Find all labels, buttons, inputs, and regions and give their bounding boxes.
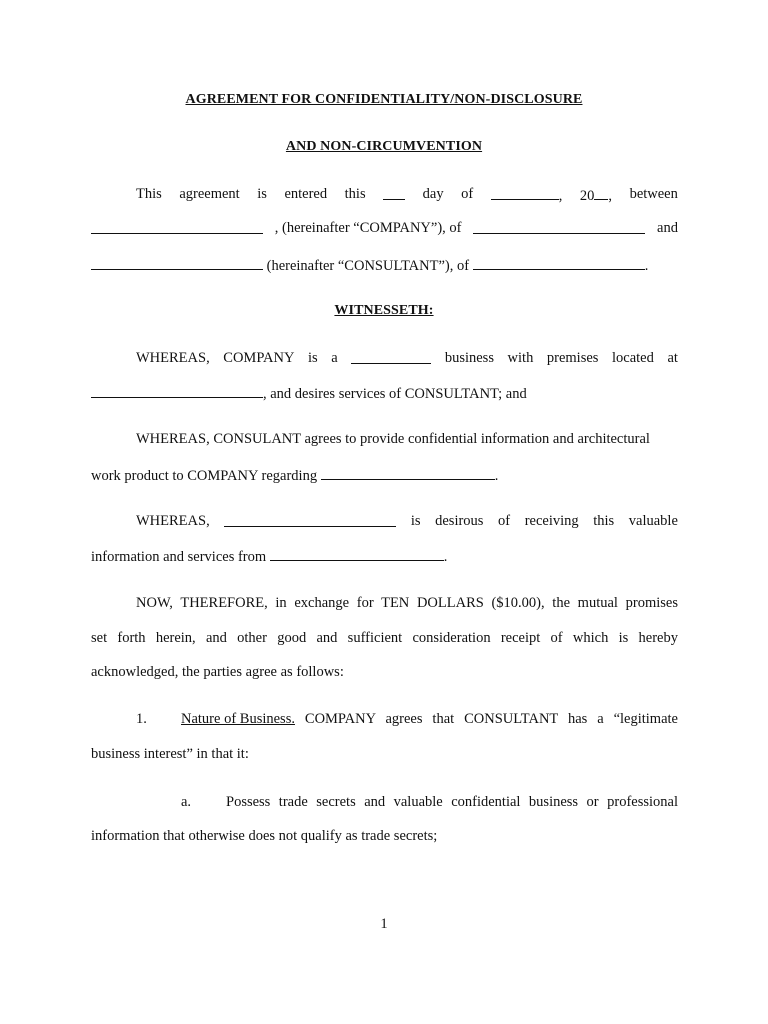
hereinafter-company-text: , (hereinafter “COMPANY”), of [274, 220, 462, 236]
consultant-address-blank[interactable] [473, 256, 645, 270]
word: with [507, 350, 534, 366]
whereas-3-line-1 [136, 513, 678, 530]
item-text: Possess trade secrets and valuable confidential business or professional [226, 794, 678, 810]
whereas-1-text: , and desires services of CONSULTANT; and [263, 386, 527, 402]
section-heading: Nature of Business. [181, 711, 295, 727]
intro-line-3 [91, 256, 678, 275]
now-therefore-line-3: acknowledged, the parties agree as follows: [91, 664, 344, 680]
section-number: 1. [136, 711, 147, 727]
whereas-1-line-1 [136, 350, 678, 367]
word: valuable [628, 513, 678, 529]
year-prefix: 20 [579, 188, 595, 204]
word: located [612, 350, 654, 366]
consultant-name-blank[interactable] [91, 256, 263, 270]
item-a-line-1 [181, 794, 678, 811]
word: is [410, 513, 421, 529]
word: receiving [524, 513, 579, 529]
day-blank[interactable] [383, 186, 405, 200]
word: COMPANY [223, 350, 295, 366]
period: . [494, 468, 499, 484]
year-field[interactable] [580, 186, 612, 205]
intro-line-1 [136, 186, 678, 205]
word: of [498, 513, 511, 529]
now-therefore-line-2: set forth herein, and other good and sufficient consideration receipt of which is hereby [91, 630, 678, 646]
item-a-line-2: information that otherwise does not qualify as trade secrets; [91, 828, 438, 844]
document-title-line-2: AND NON-CIRCUMVENTION [285, 139, 483, 154]
now-therefore-line-1: NOW, THEREFORE, in exchange for TEN DOLLARS ($10.00), the mutual promises [136, 595, 678, 611]
premises-blank[interactable] [91, 384, 263, 398]
word: a [331, 350, 338, 366]
witnesseth-heading: WITNESSETH: [334, 303, 434, 318]
section-1-line-1 [136, 711, 678, 728]
period: . [644, 258, 649, 274]
services-from-blank[interactable] [270, 547, 444, 561]
hereinafter-consultant-text: (hereinafter “CONSULTANT”), of [266, 258, 470, 274]
intro-line-2 [91, 220, 678, 237]
comma: , [558, 188, 563, 204]
section-text: COMPANY agrees that CONSULTANT has a “legitimate [294, 711, 678, 727]
word: This [136, 186, 162, 202]
business-type-blank[interactable] [351, 350, 431, 364]
word: WHEREAS, [136, 513, 210, 529]
word: at [667, 350, 678, 366]
word: is [308, 350, 318, 366]
section-1-line-2: business interest” in that it: [91, 746, 249, 762]
word: agreement [179, 186, 240, 202]
period: . [443, 549, 448, 565]
month-blank[interactable] [491, 186, 559, 200]
recipient-blank[interactable] [224, 513, 396, 527]
word: business [444, 350, 494, 366]
item-label: a. [181, 794, 192, 810]
word: and [657, 220, 678, 236]
company-address-blank[interactable] [473, 220, 645, 234]
word: between [629, 186, 678, 202]
word: entered [284, 186, 328, 202]
whereas-3-text: information and services from [91, 549, 267, 565]
word: this [344, 186, 366, 202]
company-name-blank[interactable] [91, 220, 263, 234]
whereas-3-line-2 [91, 547, 678, 566]
word: of [461, 186, 474, 202]
word: premises [546, 350, 599, 366]
page-number: 1 [380, 916, 388, 932]
document-title-line-1: AGREEMENT FOR CONFIDENTIALITY/NON-DISCLOSURE [185, 92, 583, 107]
regarding-blank[interactable] [321, 466, 495, 480]
whereas-1-line-2 [91, 384, 678, 403]
whereas-2-line-2 [91, 466, 678, 485]
word: day [422, 186, 444, 202]
whereas-2-line-1: WHEREAS, CONSULANT agrees to provide confidential information and architectural [136, 431, 650, 447]
word: this [593, 513, 615, 529]
comma: , [608, 188, 613, 204]
year-blank[interactable] [594, 186, 608, 200]
word: WHEREAS, [136, 350, 210, 366]
whereas-2-text: work product to COMPANY regarding [91, 468, 318, 484]
month-field[interactable] [491, 186, 563, 205]
word: is [257, 186, 267, 202]
word: desirous [435, 513, 484, 529]
